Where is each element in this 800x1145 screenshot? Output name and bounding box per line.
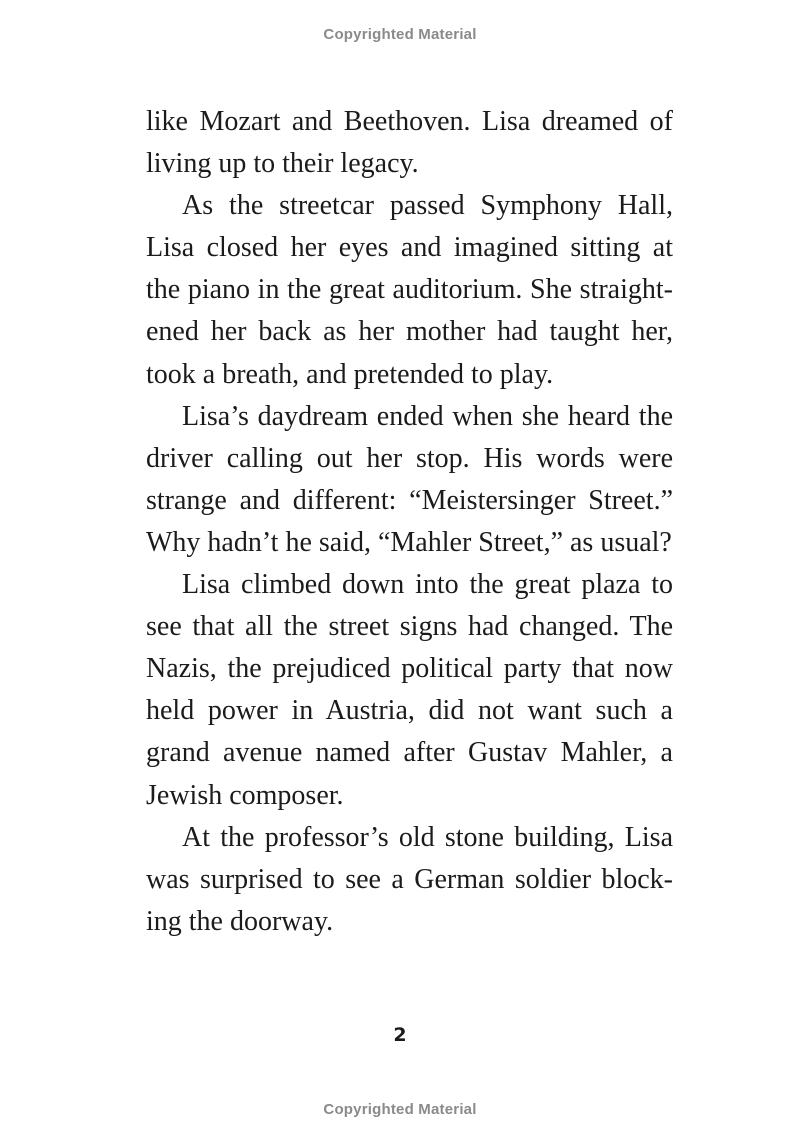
paragraph-1: like Mozart and Beethoven. Lisa dreamed of living up to their legacy. — [146, 106, 673, 180]
copyright-watermark-bottom: Copyrighted Material — [323, 1101, 477, 1118]
copyright-watermark-top: Copyrighted Material — [323, 26, 477, 43]
paragraph-4: Lisa climbed down into the great plaza to see that all the street signs had changed. The Nazis, the prejudiced political party that now held power in Austria, did not want such a grand avenue named after Gustav Mahler, a Jewish composer. — [146, 569, 673, 811]
paragraph-3: Lisa’s daydream ended when she heard the driver calling out her stop. His words were strange and different: “Meistersinger Street.” Why hadn’t he said, “Mahler Street,” as usual? — [146, 400, 673, 558]
paragraph-5: At the professor’s old stone building, Lisa was surprised to see a German soldier blocking the doorway. — [146, 821, 673, 937]
page-body-text — [146, 101, 673, 943]
paragraph-2: As the streetcar passed Symphony Hall, Lisa closed her eyes and imagined sitting at the piano in the great auditorium. She straightened her back as her mother had taught her, took a breath, and pretended to play. — [146, 190, 673, 390]
page-number: 2 — [393, 1024, 407, 1046]
